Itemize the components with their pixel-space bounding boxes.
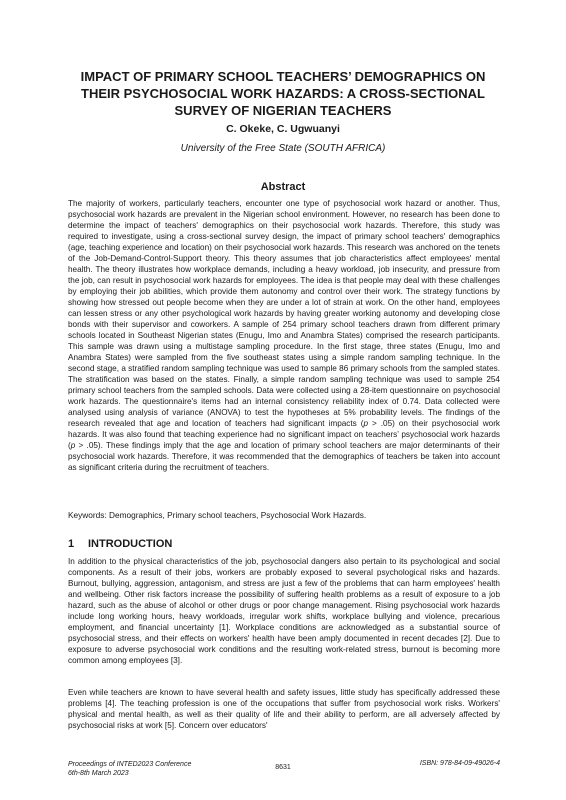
- footer-conference-name: Proceedings of INTED2023 Conference: [68, 761, 192, 768]
- abstract-body: [68, 198, 500, 473]
- authors: C. Okeke, C. Ugwuanyi: [226, 123, 340, 135]
- title-line-3: SURVEY OF NIGERIAN TEACHERS: [174, 103, 392, 118]
- title-line-1: IMPACT OF PRIMARY SCHOOL TEACHERS’ DEMOGRAPHICS ON: [80, 69, 486, 84]
- intro-paragraph-1: In addition to the physical characteristics of the job, psychosocial dangers also pertain to its psychological and social components. As a result of their jobs, workers are probably exposed to several psychological risks and hazards. Burnout, bullying, aggression, antagonism, and stress are just a few of the problems that can harm employees' health and wellbeing. Other risk factors increase the possibility of suffering health problems as a result of exposure to a job hazard, such as the abuse of alcohol or other drugs or poor change management. Rising psychosocial work hazards include long working hours, heavy workloads, irregular work shifts, workplace bullying and violence, precarious employment, and financial uncertainty [1]. Workplace conditions are acknowledged as a substantial source of psychosocial stress, and their effects on workers' health have been amply documented in recent decades [2]. Due to exposure to adverse psychosocial work conditions and the resulting work-related stress, burnout is becoming more common among employees [3].: [68, 557, 500, 665]
- intro-paragraph-2: Even while teachers are known to have several health and safety issues, little study has specifically addressed these problems [4]. The teaching profession is one of the occupations that suffer from psychosocial work risks. Workers' physical and mental health, as well as their quality of life and their ability to perform, are all adversely affected by psychosocial risks at work [5]. Concern over educators': [68, 688, 500, 730]
- keywords: Keywords: Demographics, Primary school teachers, Psychosocial Work Hazards.: [68, 510, 367, 520]
- section-title: INTRODUCTION: [88, 538, 173, 550]
- section-heading: [68, 538, 172, 550]
- abstract-text-3: > .05). These findings imply that the age and location of primary school teachers are major determinants of their psychosocial work hazards. Therefore, it was recommended that the demographics of teachers be taken into account as significant criteria during the recruitment of teachers.: [68, 441, 500, 472]
- abstract-text-2: > .05) on their psychosocial work hazards. It was also found that teaching experience had no significant impact on teachers’ psychosocial work hazards (: [68, 419, 501, 450]
- page-number: 8631: [275, 764, 291, 771]
- abstract-p-symbol-1: p: [363, 419, 369, 428]
- footer-conference-dates: 6th-8th March 2023: [68, 770, 129, 777]
- section-number: 1: [68, 538, 75, 550]
- footer-isbn: ISBN: 978-84-09-49026-4: [419, 760, 500, 767]
- abstract-p-symbol-2: p: [70, 441, 76, 450]
- affiliation: University of the Free State (SOUTH AFRICA): [180, 143, 386, 154]
- title-line-2: THEIR PSYCHOSOCIAL WORK HAZARDS: A CROSS-SECTIONAL: [81, 86, 485, 101]
- abstract-heading: Abstract: [260, 181, 306, 193]
- abstract-text-1: The majority of workers, particularly teachers, encounter one type of psychosocial work hazard or another. Thus, psychosocial work hazards are prevalent in the Nigerian school environment. However, no research has been done to determine the impact of teachers' demographics on their psychosocial work hazards. Therefore, this study was required to investigate, using a cross-sectional survey design, the impact of primary school teachers' demographics (age, teaching experience and location) on their psychosocial work hazards. This research was anchored on the tenets of the Job-Demand-Control-Support theory. This theory assumes that job characteristics affect employees' mental health. The theory illustrates how workplace demands, including a heavy workload, job insecurity, and pressure from the job, can result in psychosocial work hazards for employees. The idea is that people may deal with these challenges by employing their job abilities, which provide them autonomy and control over their work. The strategy functions by showing how stressed out people become when they are under a lot of strain at work. On the other hand, employees can lessen stress or any other psychological work hazards by having greater working autonomy and developing close bonds with their supervisor and coworkers. A sample of 254 primary school teachers drawn from different primary schools located in Southeast Nigerian states (Enugu, Imo and Anambra States) comprised the research participants. This sample was drawn using a multistage sampling procedure. In the first stage, three states (Enugu, Imo and Anambra States) were sampled from the five southeast states using a simple random sampling technique. In the second stage, a stratified random sampling technique was used to sample 86 primary schools from the sampled states. The stratification was based on the states. Finally, a simple random sampling technique was used to sample 254 primary school teachers from the sampled schools. Data were collected using a 28-item questionnaire on psychosocial work hazards. The questionnaire's items had an internal consistency reliability index of 0.74. Data collected were analysed using analysis of variance (ANOVA) to test the hypotheses at 5% probability levels. The findings of the research revealed that age and location of teachers had significant impacts (: [68, 199, 500, 428]
- paper-title: [60, 68, 506, 119]
